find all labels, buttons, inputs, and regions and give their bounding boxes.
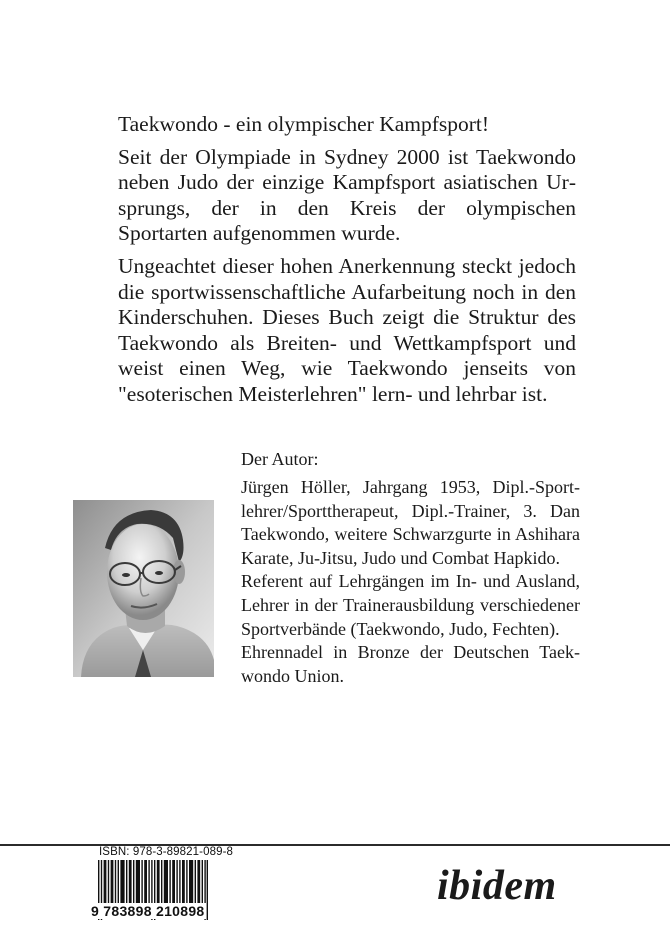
barcode-digits (90, 904, 206, 919)
blurb-paragraph-1: Seit der Olympiade in Sydney 2000 ist Taekwondo neben Judo der einzige Kampfsport asiatischen Ursprungs, der in den Kreis der olympischen Sportarten aufgenommen wurde. (118, 144, 576, 246)
author-heading: Der Autor: (241, 449, 319, 469)
author-bio-paragraph-1: Jürgen Höller, Jahrgang 1953, Dipl.-Sportlehrer/Sporttherapeut, Dipl.-Trainer, 3. Dan Taekwondo, weitere Schwarzgurte in Ashihara Karate, Ju-Jitsu, Judo und Combat Hapkido. (241, 477, 580, 568)
publisher-logo: ibidem (437, 863, 557, 909)
back-cover-blurb (118, 112, 576, 415)
blurb-paragraph-2: Ungeachtet dieser hohen Anerkennung steckt jedoch die sportwissenschaftliche Aufarbeitung noch in den Kinderschuhen. Dieses Buch zeigt die Struktur des Taekwondo als Breiten- und Wettkampfsport und weist einen Weg, wie Taekwondo jenseits von "esoterischen Meisterlehren" lern- und lehrbar ist. (118, 253, 576, 406)
author-photo (73, 500, 214, 677)
author-portrait-icon (73, 500, 214, 677)
barcode-digits-text: 9 783898 210898 (91, 903, 205, 919)
blurb-headline: Taekwondo - ein olympischer Kampfsport! (118, 112, 490, 136)
isbn-label: ISBN: 978-3-89821-089-8 (99, 846, 233, 858)
author-bio-paragraph-3: Ehrennadel in Bronze der Deutschen Taekwondo Union. (241, 642, 580, 686)
author-bio-paragraph-2: Referent auf Lehrgängen im In- und Ausland, Lehrer in der Trainerausbildung verschiedener Sportverbände (Taekwondo, Judo, Fechten). (241, 571, 580, 639)
author-bio (241, 476, 580, 688)
